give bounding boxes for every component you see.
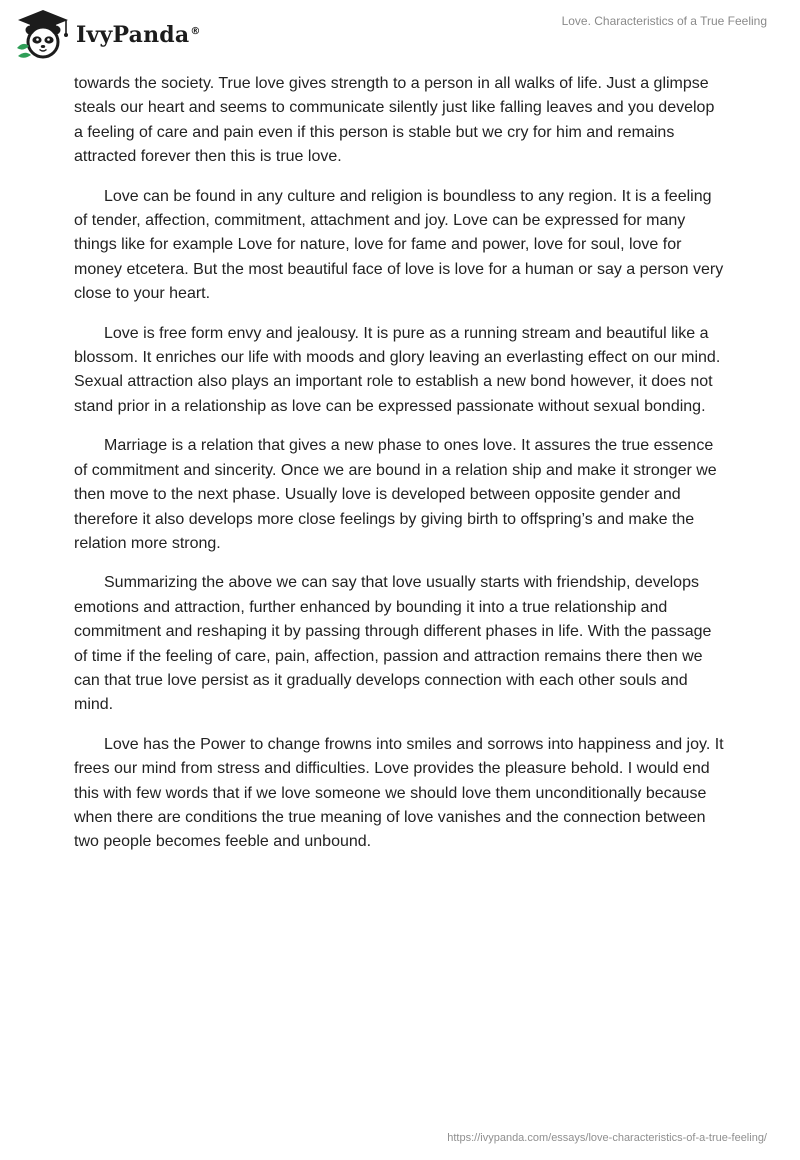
essay-body	[74, 72, 726, 870]
paragraph-1: towards the society. True love gives strength to a person in all walks of life. Just a glimpse steals our heart and seems to communicate silently just like falling leaves and you develop a feeling of care and pain even if this person is stable but we cry for him and remains attracted forever then this is true love.	[74, 75, 715, 166]
paragraph-4: Marriage is a relation that gives a new phase to ones love. It assures the true essence of commitment and sincerity. Once we are bound in a relation ship and make it stronger we then move to the next phase. Usually love is developed between opposite gender and therefore it also develops more close feelings by giving birth to offspring’s and make the relation more strong.	[74, 437, 717, 552]
paragraph-6: Love has the Power to change frowns into smiles and sorrows into happiness and joy. It frees our mind from stress and difficulties. Love provides the pleasure behold. I would end this with few words that if we love someone we should love them unconditionally because when there are conditions the true meaning of love vanishes and the connection between two people becomes feeble and unbound.	[74, 735, 724, 851]
document-title: Love. Characteristics of a True Feeling	[561, 14, 767, 28]
registered-mark: ®	[190, 25, 201, 37]
paragraph-5: Summarizing the above we can say that love usually starts with friendship, develops emotions and attraction, further enhanced by bounding it into a true relationship and commitment and reshaping it by passing through different phases in life. With the passage of time if the feeling of care, pain, affection, passion and attraction remains there then we can that true love persist as it gradually develops connection with each other souls and mind.	[74, 574, 712, 714]
brand-logo[interactable]	[14, 8, 201, 60]
brand-name: IvyPanda®	[76, 22, 201, 48]
graduation-panda-icon	[14, 8, 72, 60]
source-url-link[interactable]: https://ivypanda.com/essays/love-characteristics-of-a-true-feeling/	[447, 1132, 767, 1144]
page-header	[0, 0, 800, 70]
paragraph-3: Love is free form envy and jealousy. It is pure as a running stream and beautiful like a blossom. It enriches our life with moods and glory leaving an everlasting effect on our mind. Sexual attraction also plays an important role to establish a new bond however, it does not stand prior in a relationship as love can be expressed passionate without sexual bonding.	[74, 324, 721, 415]
paragraph-2: Love can be found in any culture and religion is boundless to any region. It is a feeling of tender, affection, commitment, attachment and joy. Love can be expressed for many things like for example Love for nature, love for fame and power, love for soul, love for money etcetera. But the most beautiful face of love is love for a human or say a person very close to your heart.	[74, 187, 724, 303]
